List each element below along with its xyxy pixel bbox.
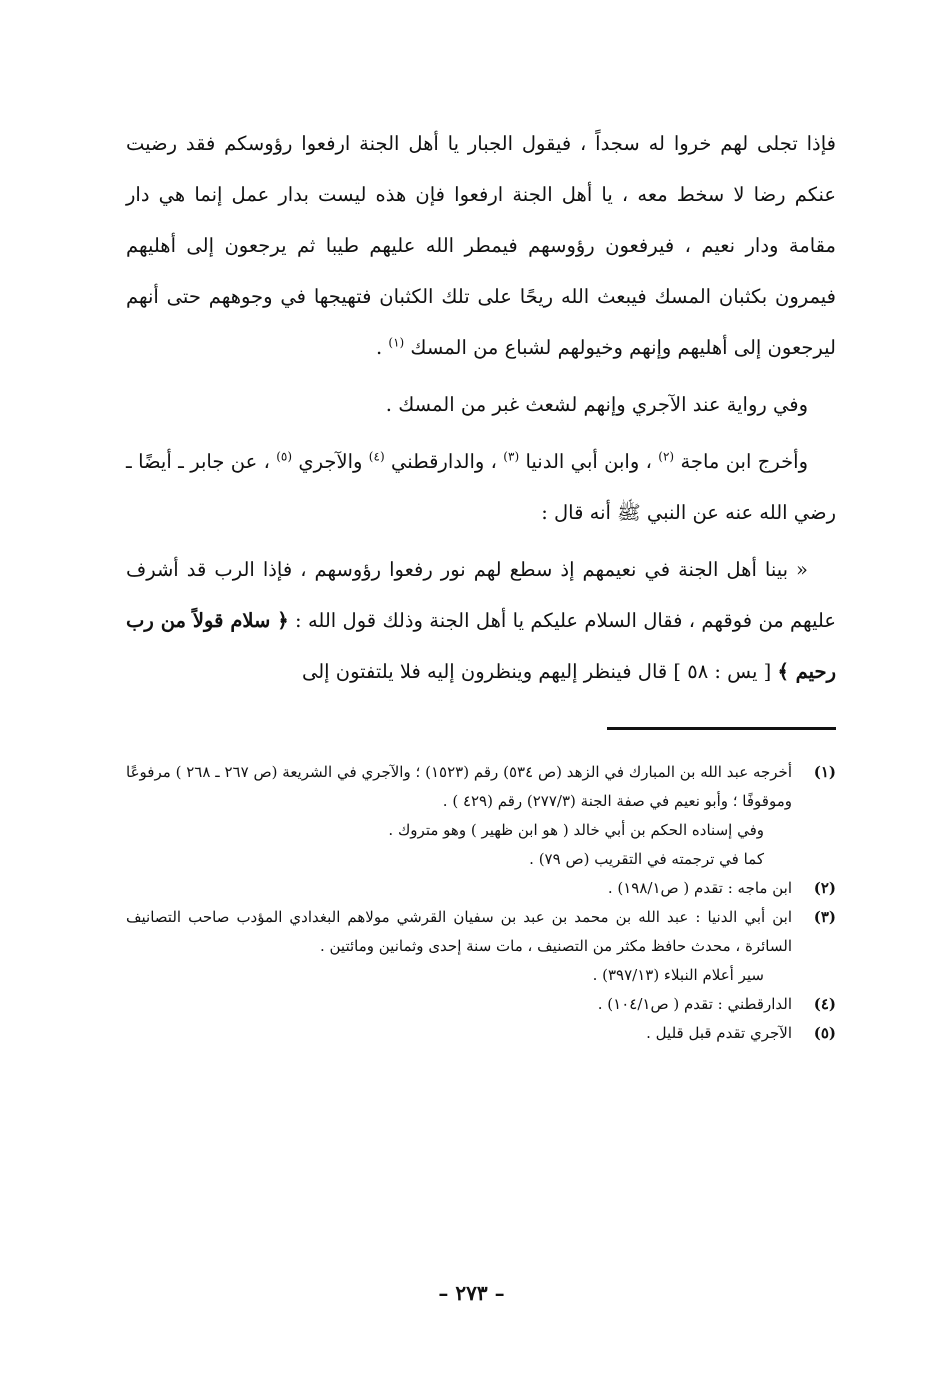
page-number: – ٢٧٣ – (438, 1281, 505, 1305)
footnote-ref-1[interactable]: (١) (388, 335, 405, 350)
quran-verse: ﴿ سلام قولاً من رب رحيم ﴾ (126, 609, 836, 683)
main-text (126, 118, 836, 697)
footnote-number: (٤) (813, 995, 836, 1013)
paragraph-takhrij (126, 436, 836, 538)
footnote-number: (٥) (813, 1024, 836, 1042)
footnote-text: أخرجه عبد الله بن المبارك في الزهد (ص ٥٣٤) رقم (١٥٢٣) ؛ والآجري في الشريعة (ص ٢٦٧ ـ ٢٦٨ ) مرفوعًا وموقوفًا ؛ وأبو نعيم في صفة الجنة (٢٧٧/٣) رقم (٤٢٩ ) . (126, 763, 792, 810)
paragraph-3-part-d: والآجري (292, 450, 369, 473)
footnote-subline: سير أعلام النبلاء (٣٩٧/١٣) . (592, 966, 764, 984)
footnote-subline: وفي إسناده الحكم بن أبي خالد ( هو ابن ظهير ) وهو متروك . (388, 821, 764, 839)
paragraph-3-part-b: ، وابن أبي الدنيا (519, 450, 659, 473)
footnote-1 (126, 758, 836, 874)
footnote-text: ابن أبي الدنيا : عبد الله بن محمد بن عبد بن سفيان القرشي مولاهم البغدادي المؤدب صاحب التصانيف السائرة ، محدث حافظ مكثر من التصنيف ، مات سنة إحدى وثمانين ومائتين . (126, 908, 792, 955)
footnote-2 (126, 874, 836, 903)
footnote-number: (٣) (813, 908, 836, 926)
paragraph-ajurri-narration (126, 379, 836, 430)
footnote-ref-2[interactable]: (٢) (658, 449, 675, 464)
footnotes-section (126, 758, 836, 1048)
footnote-text: الآجري تقدم قبل قليل . (646, 1024, 792, 1042)
footnote-3 (126, 903, 836, 990)
footnote-number: (٢) (813, 879, 836, 897)
footnote-number: (١) (813, 763, 836, 781)
footnote-text: ابن ماجه : تقدم ( ص١٩٨/١) . (607, 879, 792, 897)
footnote-ref-5[interactable]: (٥) (276, 449, 293, 464)
footnote-text: الدارقطني : تقدم ( ص١٠٤/١) . (597, 995, 792, 1013)
footnote-divider (607, 727, 836, 730)
footnote-ref-3[interactable]: (٣) (503, 449, 520, 464)
paragraph-4-part-b: [ يس : ٥٨ ] قال فينظر إليهم وينظرون إليه فلا يلتفتون إلى (301, 660, 778, 683)
paragraph-3-part-e: ، عن جابر ـ أيضًا ـ رضي الله عنه عن النبي ﷺ أنه قال : (126, 450, 836, 524)
footnote-subline: كما في ترجمته في التقريب (ص ٧٩) . (529, 850, 764, 868)
paragraph-1-end: . (375, 336, 389, 359)
footnote-ref-4[interactable]: (٤) (368, 449, 385, 464)
paragraph-1-text: فإذا تجلى لهم خروا له سجداً ، فيقول الجبار يا أهل الجنة ارفعوا رؤوسكم فقد رضيت عنكم رضا لا سخط معه ، يا أهل الجنة ارفعوا فإن هذه ليست بدار عمل إنما هي دار مقامة ودار نعيم ، فيرفعون رؤوسهم فيمطر الله عليهم طيبا ثم يرجعون إلى أهليهم فيمرون بكثبان المسك فيبعث الله ريحًا على تلك الكثبان فتهيجها في وجوههم حتى أنهم ليرجعون إلى أهليهم وإنهم وخيولهم لشباع من المسك (126, 132, 836, 359)
footnote-5 (126, 1019, 836, 1048)
paragraph-3-part-c: ، والدارقطني (384, 450, 504, 473)
paragraph-hadith-text (126, 544, 836, 697)
paragraph-4-part-a: « بينا أهل الجنة في نعيمهم إذ سطع لهم نور رفعوا رؤوسهم ، فإذا الرب قد أشرف عليهم من فوقهم ، فقال السلام عليكم يا أهل الجنة وذلك قول الله : (126, 558, 836, 632)
footnote-4 (126, 990, 836, 1019)
paragraph-3-part-a: وأخرج ابن ماجة (674, 450, 808, 473)
paragraph-hadith-continuation (126, 118, 836, 373)
paragraph-2-text: وفي رواية عند الآجري وإنهم لشعث غبر من المسك . (385, 393, 808, 416)
